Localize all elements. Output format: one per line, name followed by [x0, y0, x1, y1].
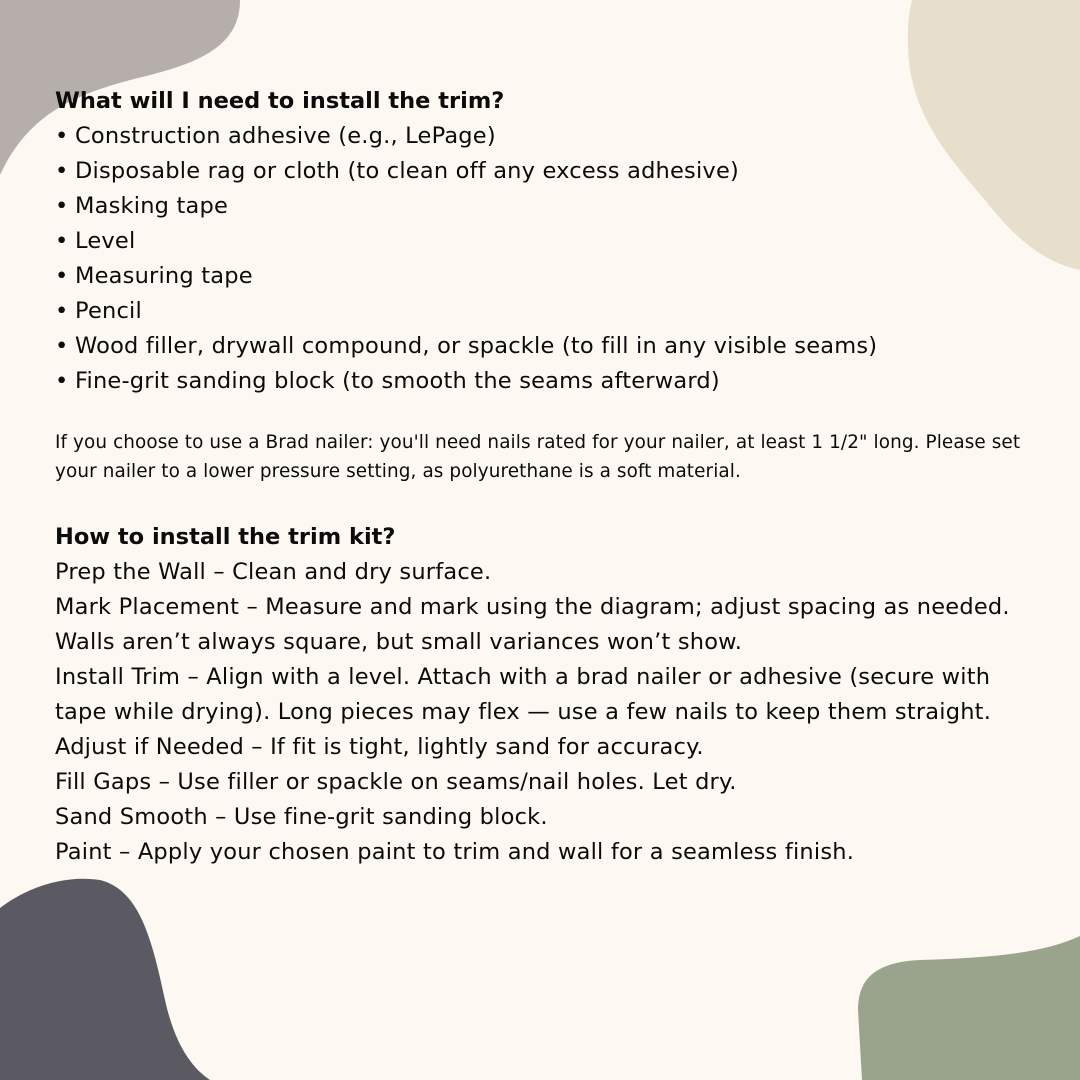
material-item	[55, 364, 1045, 399]
install-step-line: Install Trim – Align with a level. Attach with a brad nailer or adhesive (secure with	[55, 664, 991, 690]
bullet-icon: •	[55, 158, 69, 184]
material-item-label: Wood filler, drywall compound, or spackle (to fill in any visible seams)	[75, 333, 878, 359]
install-steps	[55, 555, 1045, 870]
install-step-line: Prep the Wall – Clean and dry surface.	[55, 559, 492, 585]
material-item-label: Level	[75, 228, 136, 254]
bullet-icon: •	[55, 298, 69, 324]
material-item-label: Pencil	[75, 298, 142, 324]
material-item	[55, 154, 1045, 189]
material-item	[55, 294, 1045, 329]
install-steps-heading: How to install the trim kit?	[55, 524, 396, 550]
install-step-line: Paint – Apply your chosen paint to trim and wall for a seamless finish.	[55, 839, 855, 865]
materials-list	[55, 119, 1045, 399]
material-item-label: Disposable rag or cloth (to clean off any excess adhesive)	[75, 158, 739, 184]
material-item	[55, 329, 1045, 364]
bullet-icon: •	[55, 333, 69, 359]
blob-bottom-right	[858, 936, 1080, 1080]
bullet-icon: •	[55, 123, 69, 149]
materials-section	[55, 84, 1045, 399]
material-item	[55, 119, 1045, 154]
material-item-label: Fine-grit sanding block (to smooth the seams afterward)	[75, 368, 720, 394]
install-step-line: Walls aren’t always square, but small variances won’t show.	[55, 629, 743, 655]
install-step-line: Adjust if Needed – If fit is tight, lightly sand for accuracy.	[55, 734, 704, 760]
bullet-icon: •	[55, 263, 69, 289]
material-item	[55, 189, 1045, 224]
material-item-label: Masking tape	[75, 193, 229, 219]
install-steps-section	[55, 520, 1045, 870]
material-item	[55, 259, 1045, 294]
install-step-line: Mark Placement – Measure and mark using the diagram; adjust spacing as needed.	[55, 594, 1010, 620]
bullet-icon: •	[55, 193, 69, 219]
material-item	[55, 224, 1045, 259]
install-step-line: Fill Gaps – Use filler or spackle on seams/nail holes. Let dry.	[55, 769, 737, 795]
bullet-icon: •	[55, 228, 69, 254]
brad-nailer-note: If you choose to use a Brad nailer: you'll need nails rated for your nailer, at least 1 1/2" long. Please set your nailer to a lower pressure setting, as polyurethane is a soft material.	[55, 432, 1021, 482]
material-item-label: Measuring tape	[75, 263, 253, 289]
materials-heading: What will I need to install the trim?	[55, 88, 505, 114]
install-step-line: Sand Smooth – Use fine-grit sanding block.	[55, 804, 548, 830]
install-step-line: tape while drying). Long pieces may flex — use a few nails to keep them straight.	[55, 699, 992, 725]
material-item-label: Construction adhesive (e.g., LePage)	[75, 123, 496, 149]
document-body	[55, 84, 1045, 870]
bullet-icon: •	[55, 368, 69, 394]
blob-bottom-left	[0, 879, 210, 1080]
